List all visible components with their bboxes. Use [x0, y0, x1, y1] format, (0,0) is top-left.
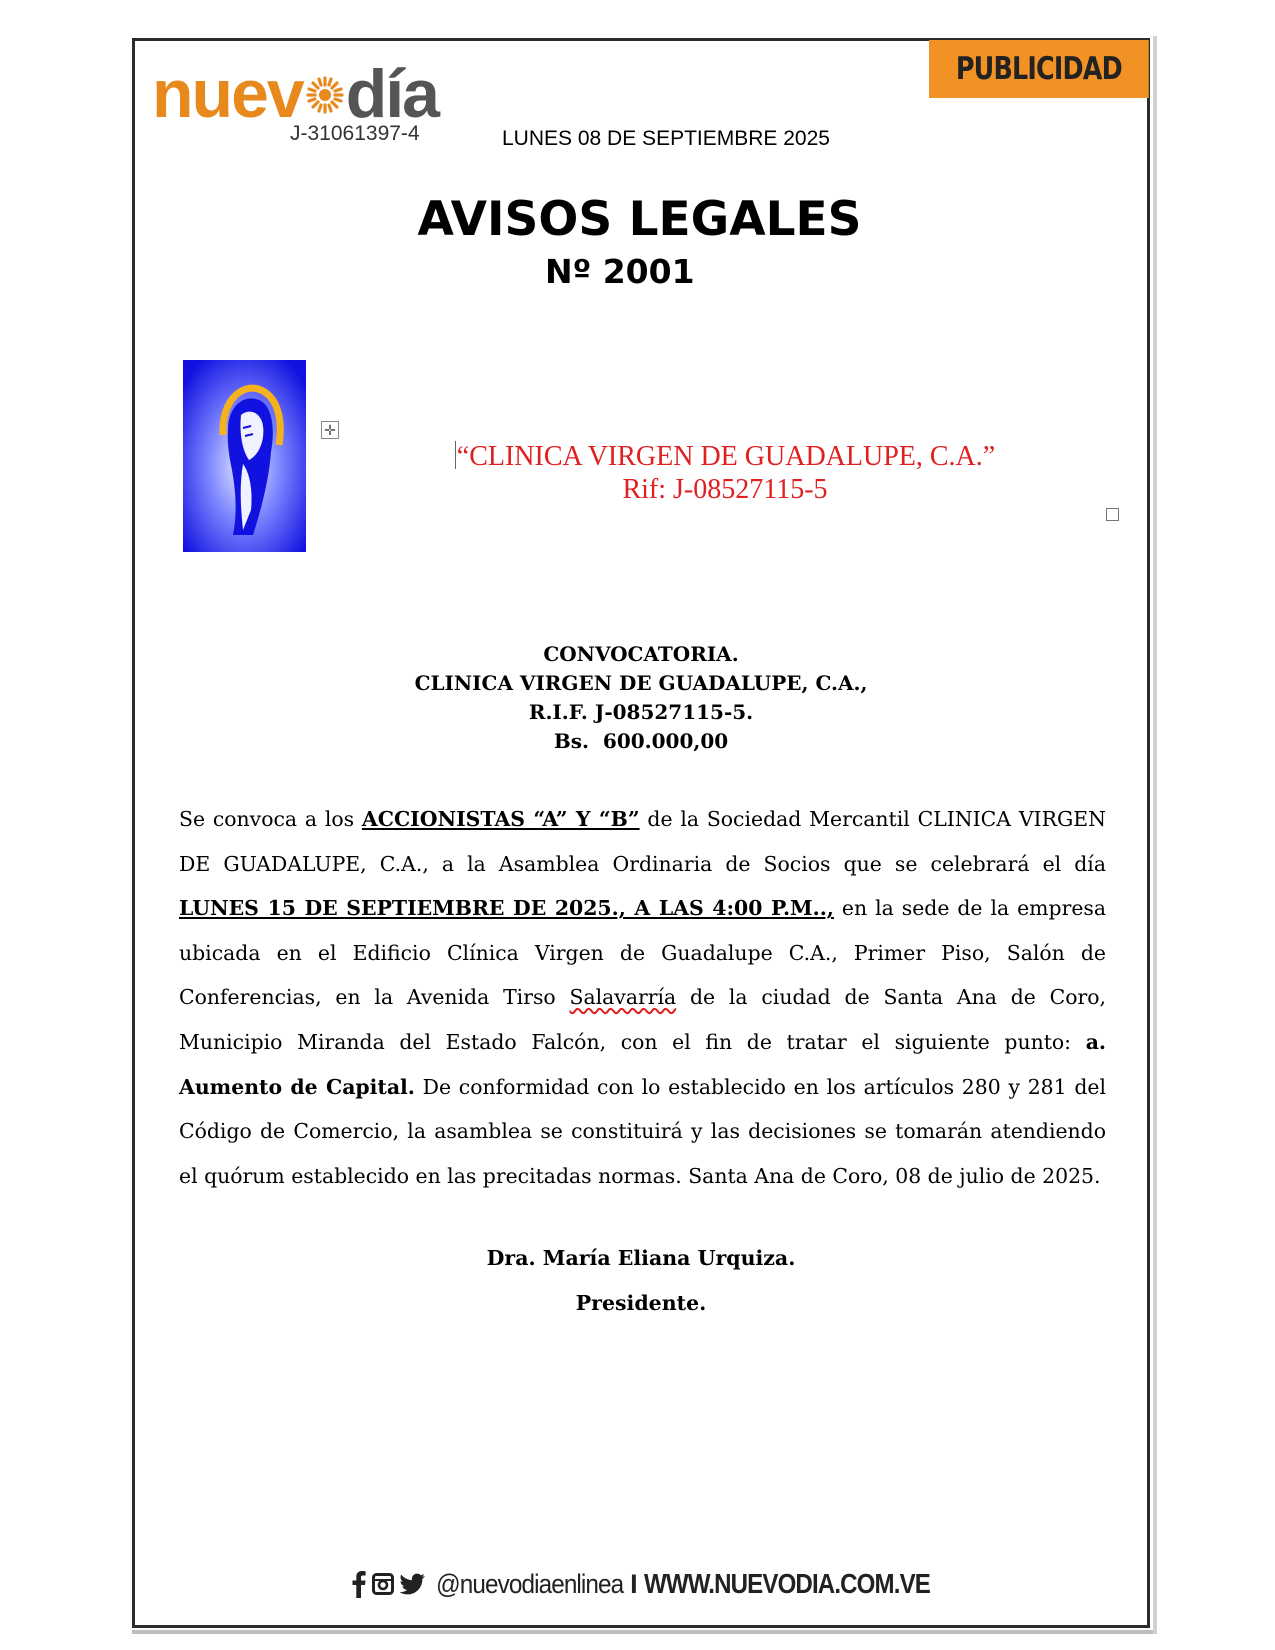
page-title: AVISOS LEGALES — [417, 192, 862, 247]
page-shadow-bottom — [132, 1630, 1154, 1634]
instagram-icon[interactable] — [372, 1573, 394, 1595]
body-text-4: de la ciudad de Santa Ana de Coro, Municipio Miranda del Estado Falcón, con el fin de tratar el siguiente punto: — [179, 985, 1107, 1054]
section-badge: PUBLICIDAD — [929, 40, 1149, 98]
signature-block — [0, 1236, 1275, 1326]
resize-handle[interactable] — [1106, 508, 1119, 521]
newspaper-rif: J-31061397-4 — [290, 122, 420, 145]
body-text-1: Se convoca a los — [179, 807, 362, 831]
logo-part-1: nuev — [152, 56, 303, 132]
clinic-rif: Rif: J-08527115-5 — [622, 474, 828, 505]
footer-separator: I — [630, 1568, 638, 1599]
spellcheck-word: Salavarría — [569, 985, 677, 1010]
body-text-3: en la sede de la empresa ubicada en el Edificio Clínica Virgen de Guadalupe C.A., Primer Piso, Salón de Conferencias, en la Avenida Tirso — [179, 896, 1107, 1010]
convocatoria-rif: R.I.F. J-08527115-5. — [528, 700, 754, 724]
convocatoria-company: CLINICA VIRGEN DE GUADALUPE, C.A., — [414, 671, 868, 695]
clinic-name: “CLINICA VIRGEN DE GUADALUPE, C.A.” — [456, 441, 996, 472]
signatory-role: Presidente. — [575, 1291, 707, 1315]
website-link[interactable]: WWW.NUEVODIA.COM.VE — [643, 1568, 930, 1599]
sun-icon — [305, 75, 345, 115]
publication-date: LUNES 08 DE SEPTIEMBRE 2025 — [502, 127, 830, 150]
meeting-datetime: LUNES 15 DE SEPTIEMBRE DE 2025., A LAS 4:00 P.M.., — [179, 896, 834, 921]
notice-body — [179, 797, 1106, 1198]
twitter-icon[interactable] — [400, 1573, 426, 1595]
body-text-5: De conformidad con lo establecido en los artículos 280 y 281 del Código de Comercio, la asamblea se constituirá y las decisiones se tomarán atendiendo el quórum establecido en las precitadas normas. Santa Ana de Coro, 08 de julio de 2025. — [179, 1074, 1107, 1188]
signatory-name: Dra. María Eliana Urquiza. — [486, 1246, 796, 1270]
facebook-icon[interactable] — [352, 1570, 366, 1598]
edition-number: Nº 2001 — [545, 252, 695, 291]
agenda-item: a. Aumento de Capital. — [179, 1029, 1106, 1099]
page-shadow-right — [1153, 36, 1157, 1634]
convocatoria-title: CONVOCATORIA. — [543, 642, 739, 666]
clinic-header — [0, 440, 1275, 506]
social-icons — [352, 1570, 426, 1598]
body-text-2: de la Sociedad Mercantil CLINICA VIRGEN DE GUADALUPE, C.A., a la Asamblea Ordinaria de Socios que se celebrará el día — [179, 807, 1106, 876]
convocatoria-capital: Bs. 600.000,00 — [553, 729, 729, 753]
convocatoria-heading — [0, 640, 1275, 756]
text-cursor — [455, 441, 456, 469]
social-handle: @nuevodiaenlinea — [436, 1568, 624, 1599]
footer — [352, 1566, 976, 1602]
logo-part-2: día — [345, 56, 438, 132]
newspaper-logo — [152, 56, 438, 132]
move-handle-icon[interactable]: ✛ — [321, 421, 339, 439]
shareholders-emphasis: ACCIONISTAS “A” Y “B” — [361, 807, 640, 831]
